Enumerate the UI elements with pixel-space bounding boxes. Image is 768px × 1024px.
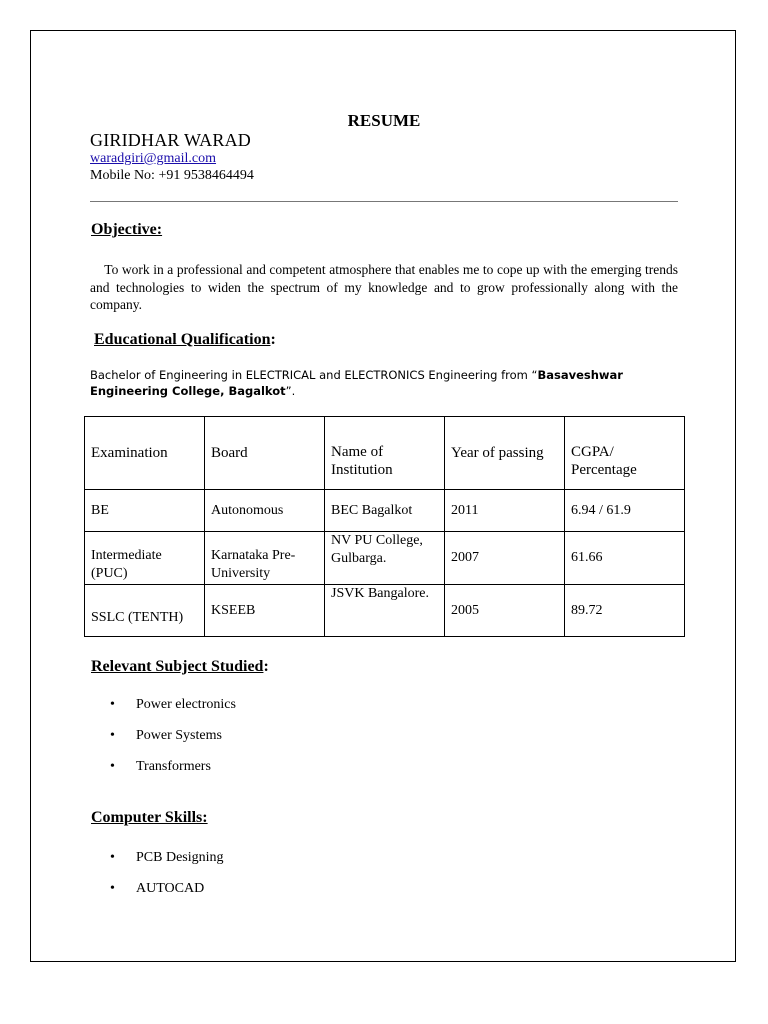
objective-text: To work in a professional and competent atmosphere that enables me to cope up with the emerging trends and technologies to widen the spectrum of my knowledge and to grow professionally along with the company. <box>90 262 678 312</box>
cell-year: 2011 <box>445 490 565 532</box>
column-header: Examination <box>85 417 205 490</box>
candidate-name: GIRIDHAR WARAD <box>90 130 251 150</box>
cell-board: KSEEB <box>205 585 325 637</box>
objective-heading: Objective: <box>91 221 163 238</box>
header-divider <box>90 201 678 202</box>
subjects-heading: Relevant Subject Studied: <box>91 658 269 675</box>
cell-score: 61.66 <box>565 532 685 585</box>
list-item: • Transformers <box>110 759 236 790</box>
education-intro: Bachelor of Engineering in ELECTRICAL and ELECTRONICS Engineering from “Basaveshwar Engineering College, Bagalkot”. <box>90 368 623 398</box>
cell-exam: BE <box>85 490 205 532</box>
table-row <box>85 490 685 532</box>
column-header: Board <box>205 417 325 490</box>
skills-list <box>110 850 224 912</box>
column-header: CGPA/ Percentage <box>565 417 685 490</box>
column-header: Year of passing <box>445 417 565 490</box>
list-item: • AUTOCAD <box>110 881 224 912</box>
cell-exam: SSLC (TENTH) <box>85 585 205 637</box>
column-header: Name of Institution <box>325 417 445 490</box>
cell-institution: BEC Bagalkot <box>325 490 445 532</box>
education-heading: Educational Qualification: <box>94 331 276 348</box>
list-item: • Power Systems <box>110 728 236 759</box>
cell-board: Autonomous <box>205 490 325 532</box>
cell-year: 2007 <box>445 532 565 585</box>
cell-institution: NV PU College, Gulbarga. <box>325 532 445 585</box>
cell-score: 6.94 / 61.9 <box>565 490 685 532</box>
resume-title: RESUME <box>347 111 421 130</box>
mobile-number: Mobile No: +91 9538464494 <box>90 168 254 183</box>
qualifications-table <box>84 416 685 637</box>
cell-year: 2005 <box>445 585 565 637</box>
table-row <box>85 585 685 637</box>
table-row <box>85 532 685 585</box>
cell-exam: Intermediate (PUC) <box>85 532 205 585</box>
cell-score: 89.72 <box>565 585 685 637</box>
cell-board: Karnataka Pre-University <box>205 532 325 585</box>
list-item: • PCB Designing <box>110 850 224 881</box>
list-item: • Power electronics <box>110 697 236 728</box>
skills-heading: Computer Skills: <box>91 809 208 826</box>
subjects-list <box>110 697 236 790</box>
cell-institution: JSVK Bangalore. <box>325 585 445 637</box>
table-header-row <box>85 417 685 490</box>
email-link[interactable]: waradgiri@gmail.com <box>90 151 217 166</box>
